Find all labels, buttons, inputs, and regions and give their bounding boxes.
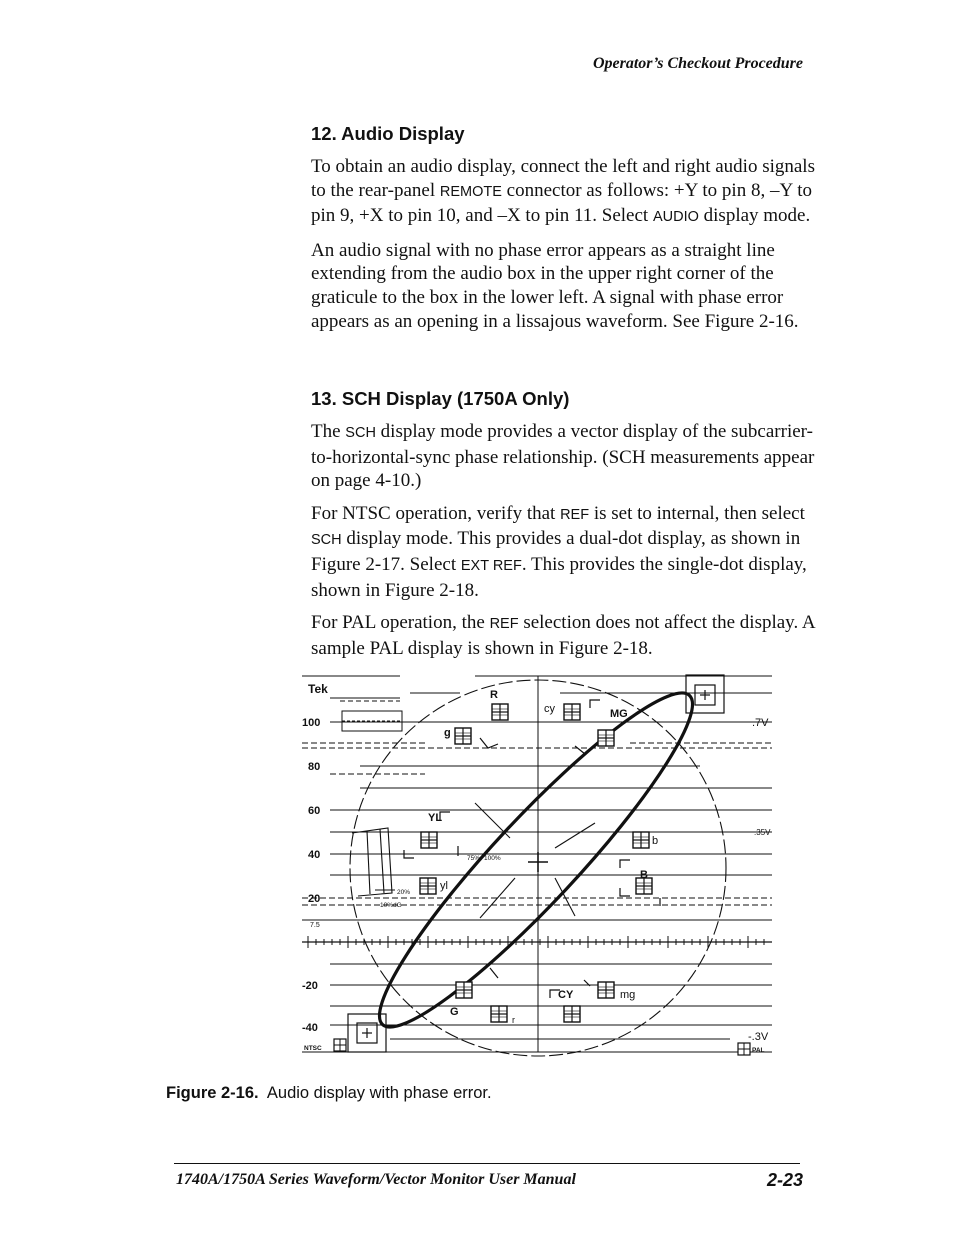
- scale-label: 100: [302, 717, 321, 729]
- running-head: Operator’s Checkout Procedure: [592, 55, 803, 72]
- figure-number: Figure 2-16.: [166, 1084, 259, 1102]
- target-pal: [738, 1043, 750, 1055]
- scale-labels: [302, 682, 328, 1034]
- section-12: [311, 122, 823, 342]
- paragraph: An audio signal with no phase error appears as a straight line extending from the audio box in the upper right corner of the graticule to the box in the lower left. A signal with phase error appears as an opening in a lissajous waveform. See Figure 2-16.: [311, 239, 799, 332]
- figure-caption: [166, 1084, 492, 1103]
- label-B: B: [640, 869, 648, 881]
- volt-label-mid: .35V: [754, 828, 771, 837]
- control-name-ref: REF: [489, 616, 519, 633]
- graticule-lines: [302, 676, 772, 1052]
- paragraph: For PAL operation, the REF selection does not affect the display. A sample PAL display is shown in Figure 2-18.: [311, 612, 815, 659]
- paragraph: To obtain an audio display, connect the left and right audio signals to the rear-panel REMOTE connector as follows: +Y to pin 8, –Y to pin 9, +X to pin 10, and –X to pin 11. Select AUDIO display mode.: [311, 156, 815, 227]
- volt-label-top: .7V: [752, 717, 769, 729]
- control-name-sch: SCH: [345, 425, 376, 441]
- label-mg: mg: [620, 989, 636, 1001]
- section-heading-sch-display: 13. SCH Display (1750A Only): [311, 388, 570, 409]
- label-100: 100%: [484, 855, 501, 862]
- scale-label: 40: [308, 849, 321, 861]
- label-CY: CY: [558, 989, 574, 1001]
- footer-page-number: 2-23: [766, 1170, 803, 1190]
- label-YL: YL: [428, 812, 443, 824]
- target-mg: [598, 982, 614, 998]
- target-g: [455, 728, 471, 744]
- scale-label: -40: [302, 1022, 318, 1034]
- footer-rule: [174, 1163, 800, 1164]
- label-ntsc: NTSC: [304, 1045, 322, 1052]
- target-YL: [421, 832, 437, 848]
- target-cy: [564, 704, 580, 720]
- label-20: 20%: [397, 889, 411, 896]
- label-pal: PAL: [752, 1047, 765, 1054]
- scale-label: 60: [308, 805, 321, 817]
- section-heading-audio-display: 12. Audio Display: [311, 123, 465, 144]
- volt-labels: [748, 717, 771, 1043]
- paragraph: For NTSC operation, verify that REF is set to internal, then select SCH display mode. This provides a dual-dot display, as shown in Figure 2-17. Select EXT REF. This provides the single-dot display, shown in Figure 2-18.: [311, 502, 807, 601]
- label-g: g: [444, 727, 451, 739]
- figure-audio-display: [300, 668, 776, 1060]
- control-name-audio: AUDIO: [652, 209, 699, 226]
- control-name-sch: SCH: [311, 532, 342, 549]
- label-dg: 10%dG: [380, 902, 402, 909]
- center-scale: [302, 676, 772, 1052]
- label-MG: MG: [610, 708, 628, 720]
- target-MG: [598, 730, 614, 746]
- scale-label: 20: [308, 893, 321, 905]
- target-b: [633, 832, 649, 848]
- scale-label: 80: [308, 761, 321, 773]
- volt-label-bottom: -.3V: [748, 1031, 769, 1043]
- target-brackets: [404, 700, 660, 998]
- label-yl: yl: [440, 880, 448, 892]
- scale-label: 7.5: [310, 922, 320, 929]
- target-G: [456, 982, 472, 998]
- figure-caption-text: Audio display with phase error.: [266, 1084, 492, 1102]
- control-name-ext-ref: EXT REF: [460, 557, 522, 574]
- target-yl: [420, 878, 436, 894]
- footer-manual-title: 1740A/1750A Series Waveform/Vector Monitor User Manual: [176, 1171, 576, 1188]
- paragraph: The SCH display mode provides a vector display of the subcarrier-to-horizontal-sync phase relationship. (SCH measurements appear on page 4-10.): [311, 421, 815, 492]
- control-name-remote: REMOTE: [439, 183, 502, 200]
- vector-targets: [334, 704, 750, 1055]
- label-R: R: [490, 689, 498, 701]
- label-75: 75%: [467, 855, 481, 862]
- section-13: [311, 387, 823, 669]
- label-cy: cy: [544, 703, 555, 715]
- control-name-ref: REF: [560, 506, 590, 523]
- target-r: [491, 1006, 507, 1022]
- dg-scale: [352, 828, 395, 896]
- box-outline-top-left: [342, 711, 402, 731]
- label-G: G: [450, 1006, 459, 1018]
- brand-label: Tek: [308, 682, 328, 696]
- label-r: r: [512, 1015, 515, 1025]
- target-R: [492, 704, 508, 720]
- label-b: b: [652, 835, 659, 847]
- lissajous-waveform: [352, 668, 720, 1053]
- scale-label: -20: [302, 980, 318, 992]
- target-CY: [564, 1006, 580, 1022]
- target-ntsc: [334, 1039, 346, 1051]
- small-labels: [304, 855, 765, 1054]
